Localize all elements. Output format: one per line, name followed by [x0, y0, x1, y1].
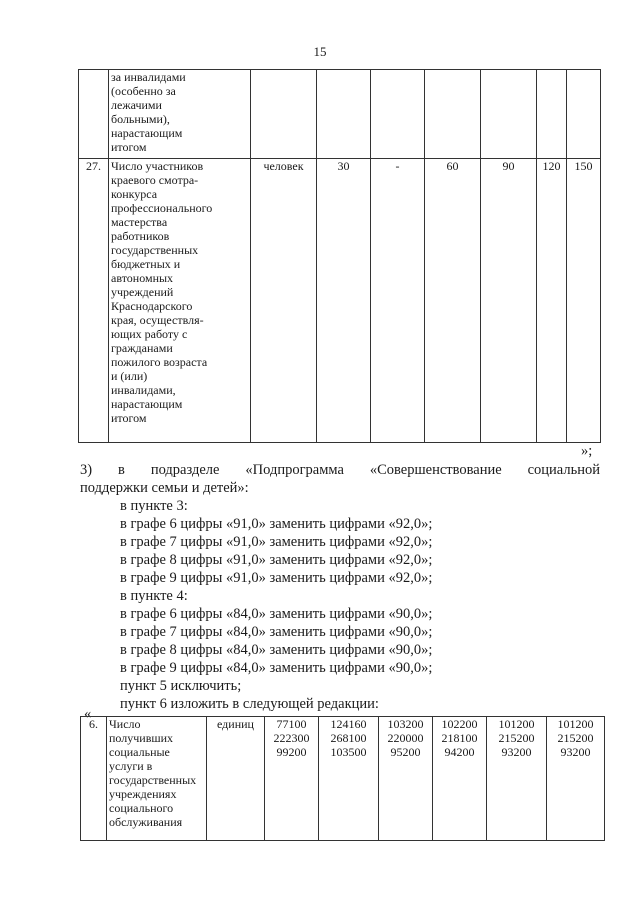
value-cell	[433, 717, 487, 841]
indicator-line: Число	[109, 717, 141, 731]
indicator-line: конкурса	[111, 187, 158, 201]
indicator-line: Число участников	[111, 159, 204, 173]
indicator-line: мастерства	[111, 215, 168, 229]
point-4-item: в графе 7 цифры «84,0» заменить цифрами «90,0»;	[120, 624, 433, 640]
point-3-item: в графе 8 цифры «91,0» заменить цифрами «92,0»;	[120, 552, 433, 568]
value-cell: 90	[481, 159, 537, 443]
value-line: 93200	[560, 745, 591, 759]
indicator-line: Краснодарского	[111, 299, 193, 313]
point-4-item: в графе 6 цифры «84,0» заменить цифрами «90,0»;	[120, 606, 433, 622]
point-6-text: пункт 6 изложить в следующей редакции:	[120, 696, 379, 712]
indicators-table-bottom	[80, 716, 605, 841]
indicator-line: учреждениях	[109, 787, 177, 801]
value-cell: 120	[537, 159, 567, 443]
subsection-3-line-1: 3) в подразделе «Подпрограмма «Совершенствование социальной	[80, 462, 600, 478]
point-4-item: в графе 8 цифры «84,0» заменить цифрами «90,0»;	[120, 642, 433, 658]
value-line: 101200	[498, 717, 535, 731]
indicator-line: итогом	[111, 140, 147, 154]
indicator-line: государственных	[109, 773, 197, 787]
table-row	[81, 717, 605, 841]
indicator-line: ющих работу с	[111, 327, 188, 341]
value-line: 220000	[387, 731, 424, 745]
value-line: 222300	[273, 731, 310, 745]
indicator-line: получивших	[109, 731, 174, 745]
point-4-header: в пункте 4:	[120, 588, 188, 604]
indicator-cell	[109, 70, 251, 159]
value-cell	[319, 717, 379, 841]
page-number: 15	[313, 44, 327, 59]
indicator-line: больными),	[111, 112, 170, 126]
indicator-line: обслуживания	[109, 815, 183, 829]
value-cell: 60	[425, 159, 481, 443]
point-4-item: в графе 9 цифры «84,0» заменить цифрами «90,0»;	[120, 660, 433, 676]
indicator-line: краевого смотра-	[111, 173, 199, 187]
row-number-cell: 27.	[79, 159, 109, 443]
unit-cell: единиц	[207, 717, 265, 841]
opening-quote: «	[84, 706, 92, 722]
value-line: 103200	[387, 717, 424, 731]
value-line: 268100	[330, 731, 367, 745]
value-line: 102200	[441, 717, 478, 731]
indicator-line: профессионального	[111, 201, 213, 215]
value-cell	[265, 717, 319, 841]
value-cell: 150	[567, 159, 601, 443]
value-line: 93200	[501, 745, 532, 759]
indicator-line: государственных	[111, 243, 199, 257]
value-line: 215200	[498, 731, 535, 745]
indicator-line: автономных	[111, 271, 174, 285]
indicator-line: инвалидами,	[111, 383, 176, 397]
indicator-cell	[109, 159, 251, 443]
row-number-cell	[79, 70, 109, 159]
value-line: 99200	[276, 745, 307, 759]
indicator-line: услуги в	[109, 759, 153, 773]
value-line: 124160	[330, 717, 367, 731]
indicator-line: нарастающим	[111, 126, 183, 140]
indicator-line: за инвалидами	[111, 70, 186, 84]
value-line: 94200	[444, 745, 475, 759]
table-row	[79, 159, 601, 443]
value-line: 215200	[557, 731, 594, 745]
point-3-item: в графе 7 цифры «91,0» заменить цифрами «92,0»;	[120, 534, 433, 550]
indicator-line: нарастающим	[111, 397, 183, 411]
point-3-item: в графе 9 цифры «91,0» заменить цифрами «92,0»;	[120, 570, 433, 586]
row-number-cell: 6.	[81, 717, 107, 841]
value-line: 218100	[441, 731, 478, 745]
indicators-table-top	[78, 69, 601, 443]
indicator-cell	[107, 717, 207, 841]
value-cell	[379, 717, 433, 841]
indicator-line: работников	[111, 229, 170, 243]
point-5-text: пункт 5 исключить;	[120, 678, 242, 694]
closing-quote: »;	[581, 443, 593, 459]
subsection-3-line-2: поддержки семьи и детей»:	[80, 480, 249, 496]
indicator-line: гражданами	[111, 341, 173, 355]
value-cell	[547, 717, 605, 841]
indicator-line: и (или)	[111, 369, 148, 383]
indicator-line: края, осуществля-	[111, 313, 204, 327]
point-3-header: в пункте 3:	[120, 498, 188, 514]
indicator-line: бюджетных и	[111, 257, 181, 271]
indicator-line: (особенно за	[111, 84, 176, 98]
indicator-line: пожилого возраста	[111, 355, 208, 369]
value-line: 101200	[557, 717, 594, 731]
point-3-item: в графе 6 цифры «91,0» заменить цифрами «92,0»;	[120, 516, 433, 532]
value-cell	[487, 717, 547, 841]
indicator-line: учреждений	[111, 285, 174, 299]
value-cell: -	[371, 159, 425, 443]
indicator-line: итогом	[111, 411, 147, 425]
indicator-line: лежачими	[111, 98, 162, 112]
value-line: 77100	[276, 717, 307, 731]
unit-cell: человек	[251, 159, 317, 443]
value-cell: 30	[317, 159, 371, 443]
value-line: 95200	[390, 745, 421, 759]
value-line: 103500	[330, 745, 367, 759]
table-row	[79, 70, 601, 159]
indicator-line: социального	[109, 801, 174, 815]
indicator-line: социальные	[109, 745, 170, 759]
